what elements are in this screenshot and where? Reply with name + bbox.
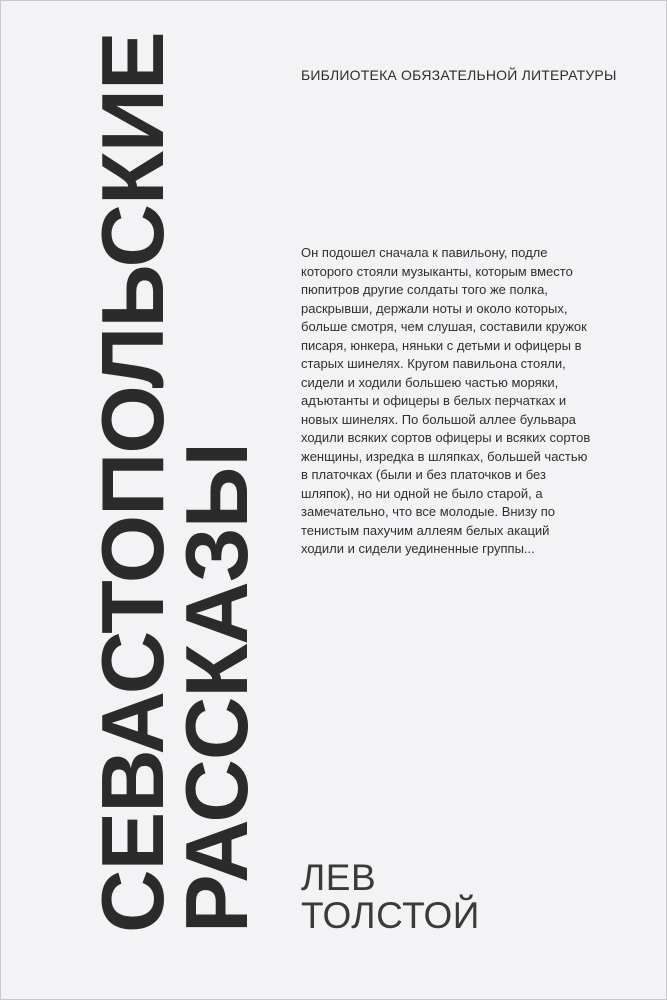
book-title [83, 32, 266, 933]
author-first-name: ЛЕВ [301, 857, 377, 898]
title-line-2: РАССКАЗЫ [167, 443, 266, 933]
excerpt-text: Он подошел сначала к павильону, подле которого стояли музыканты, которым вместо пюпитров другие солдаты того же полка, раскрывши, держали ноты и около которых, больше смотря, чем слушая, составили кружок писаря, юнкера, няньки с детьми и офицеры в старых шинелях. Кругом павильона стояли, сидели и ходили большею частью моряки, адъютанты и офицеры в белых перчатках и новых шинелях. По большой аллее бульвара ходили всяких сортов офицеры и всяких сортов женщины, изредка в шляпках, большей частью в платочках (были и без платочков и без шляпок), но ни одной не было старой, а замечательно, что все молодые. Внизу по тенистым пахучим аллеям белых акаций ходили и сидели уединенные группы... [301, 245, 591, 556]
author-name [301, 859, 480, 935]
title-line-1: СЕВАСТОПОЛЬСКИЕ [83, 32, 182, 933]
author-last-name: ТОЛСТОЙ [301, 895, 480, 936]
series-name: БИБЛИОТЕКА ОБЯЗАТЕЛЬНОЙ ЛИТЕРАТУРЫ [301, 67, 617, 83]
